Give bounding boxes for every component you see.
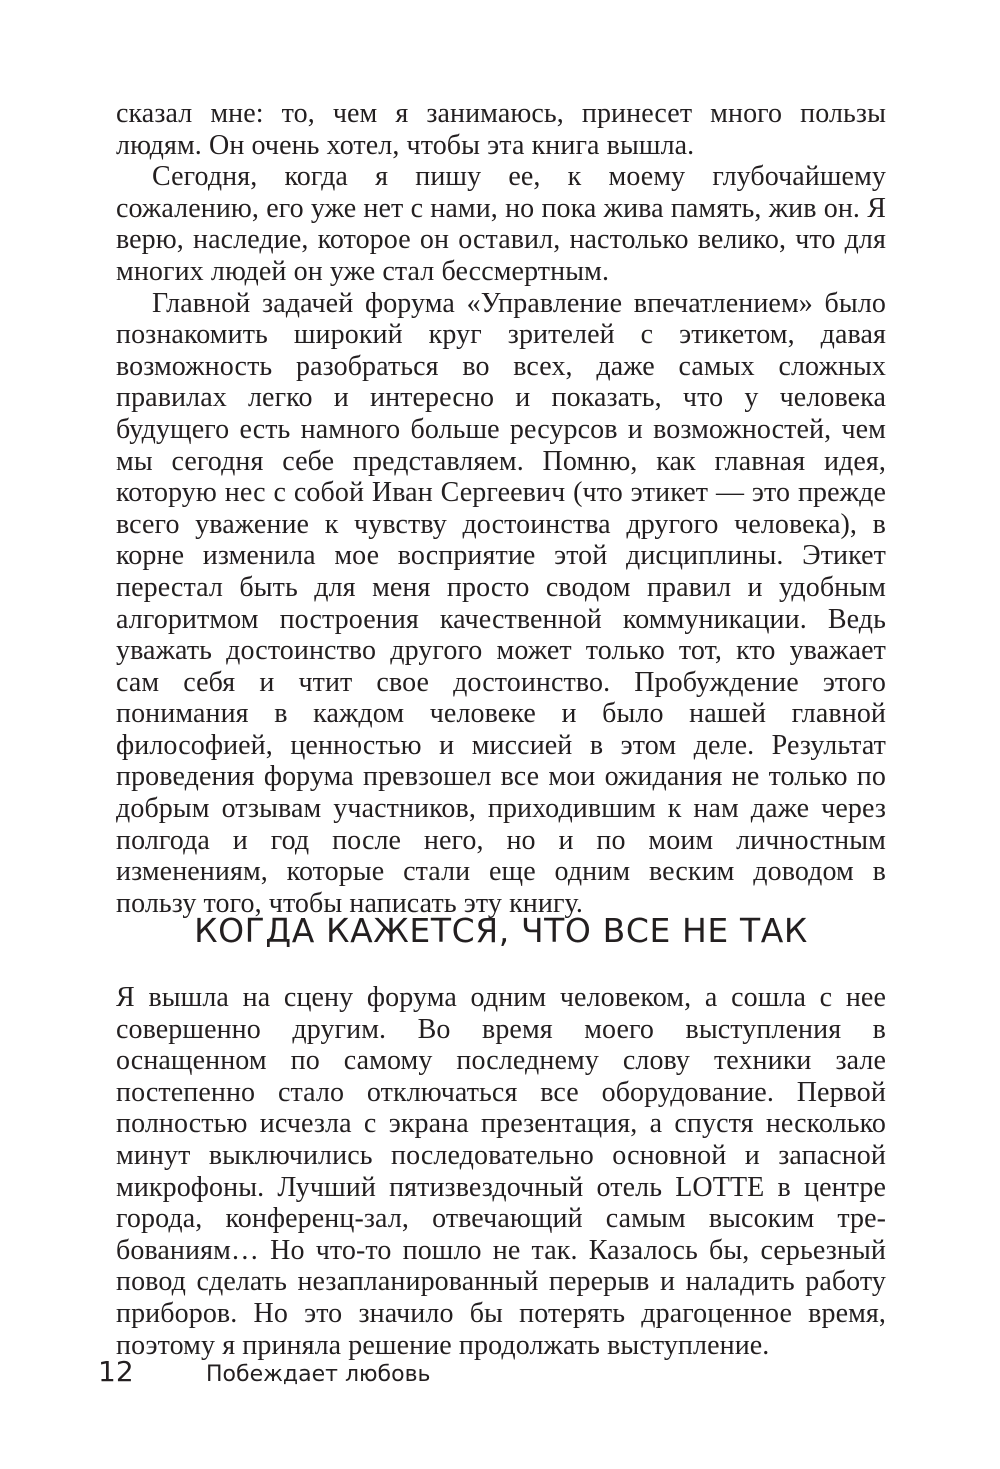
- page-number: 12: [98, 1355, 134, 1388]
- page-footer: [0, 1355, 1000, 1395]
- paragraph-continued: сказал мне: то, чем я занимаюсь, принесет много пользы людям. Он очень хотел, чтобы эта книга вышла.: [116, 98, 886, 161]
- body-text-top: [116, 98, 886, 919]
- paragraph: Я вышла на сцену форума одним человеком, а сошла с нее совершенно другим. Во время моего выступления в оснащенном по самому последнему слову техники зале постепенно стало отключаться все оборудование. Первой полностью исчезла с экрана презентация, а спустя несколько минут выключились последовательно основной и запасной микрофоны. Лучший пятизвездочный отель LOTTE в центре города, конференц-зал, отвечающий самым высоким требованиям… Но что-то пошло не так. Казалось бы, серьезный повод сделать незапланированный перерыв и наладить работу приборов. Но это значило бы потерять драгоценное время, поэтому я приняла решение продолжать выступление.: [116, 982, 886, 1361]
- running-title: Побеждает любовь: [206, 1362, 431, 1387]
- body-text-section: [116, 982, 886, 1361]
- section-heading: КОГДА КАЖЕТСЯ, ЧТО ВСЕ НЕ ТАК: [194, 911, 808, 950]
- paragraph: Главной задачей форума «Управление впечатлением» было познакомить широкий круг зрителей с этикетом, давая возможность разобраться во всех, даже самых сложных правилах легко и интересно и показать, что у человека будущего есть намного больше ресурсов и возможностей, чем мы сегодня себе представляем. Помню, как главная идея, которую нес с собой Иван Сергеевич (что этикет — это прежде всего уважение к чувству достоинства другого человека), в корне изменила мое восприятие этой дисциплины. Этикет перестал быть для меня просто сводом правил и удобным алгоритмом построения качественной коммуникации. Ведь уважать достоинство другого может только тот, кто уважает сам себя и чтит свое достоинство. Пробуждение этого понимания в каждом человеке и было нашей главной философией, ценностью и миссией в этом деле. Результат проведения форума превзошел все мои ожидания не только по добрым отзывам участников, приходившим к нам даже через полгода и год после него, но и по моим личностным изменениям, которые стали еще одним веским доводом в пользу того, чтобы написать эту книгу.: [116, 287, 886, 919]
- paragraph: Сегодня, когда я пишу ее, к моему глубочайшему сожалению, его уже нет с нами, но пока жива память, жив он. Я верю, наследие, которое он оставил, настолько велико, что для многих людей он уже стал бессмертным.: [116, 161, 886, 287]
